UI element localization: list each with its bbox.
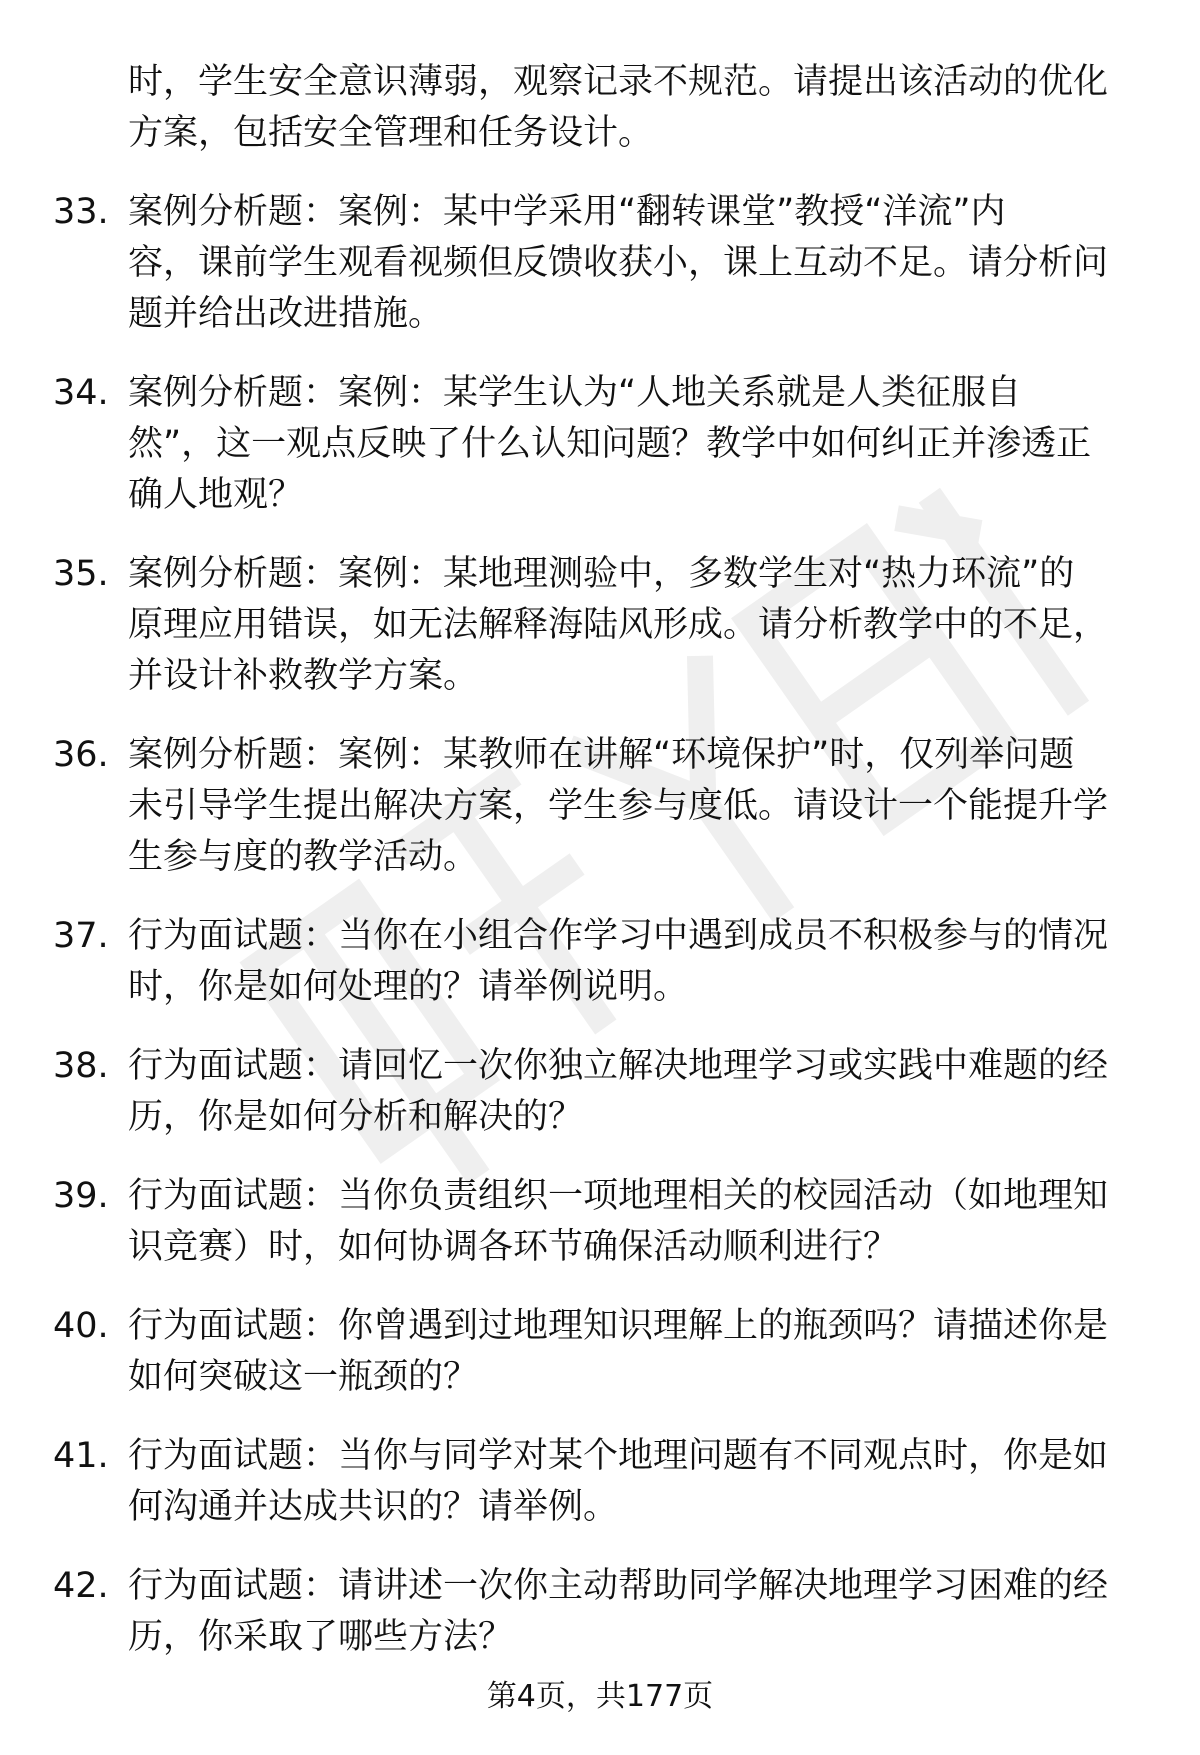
question-text-line: 行为面试题：你曾遇到过地理知识理解上的瓶颈吗？请描述你是 [128,1306,1109,1346]
question-number: 33. [53,192,109,232]
question-text-line: 生参与度的教学活动。 [128,837,479,877]
question-text-line: 历，你是如何分析和解决的？ [128,1097,584,1137]
question-text-line: 行为面试题：当你负责组织一项地理相关的校园活动（如地理知 [128,1176,1109,1216]
question-number: 37. [53,916,109,956]
question-number: 35. [53,554,109,594]
question-number: 41. [53,1436,109,1476]
question-text-line: 并设计补救教学方案。 [128,656,479,696]
question-text-line: 历，你采取了哪些方法？ [128,1617,514,1657]
question-text-line: 时，你是如何处理的？请举例说明。 [128,967,689,1007]
question-item [0,1041,1200,1143]
question-text-line: 容，课前学生观看视频但反馈收获小，课上互动不足。请分析问 [128,243,1109,283]
question-number: 36. [53,735,109,775]
question-text-line: 如何突破这一瓶颈的？ [128,1357,479,1397]
question-text-line: 行为面试题：请回忆一次你独立解决地理学习或实践中难题的经 [128,1046,1109,1086]
question-text-line: 案例分析题：案例：某地理测验中，多数学生对“热力环流”的 [128,554,1075,594]
question-number: 34. [53,373,109,413]
question-item [0,911,1200,1013]
question-text-line: 题并给出改进措施。 [128,294,444,334]
document-body [0,57,1200,1663]
question-item [0,549,1200,702]
question-item [0,730,1200,883]
question-text-line: 然”，这一观点反映了什么认知问题？教学中如何纠正并渗透正 [128,424,1092,464]
page-number: 第4页，共177页 [486,1679,714,1714]
question-number: 40. [53,1306,109,1346]
question-text-line: 未引导学生提出解决方案，学生参与度低。请设计一个能提升学 [128,786,1109,826]
question-item [0,1431,1200,1533]
question-number: 38. [53,1046,109,1086]
question-text-line: 案例分析题：案例：某学生认为“人地关系就是人类征服自 [128,373,1022,413]
question-number: 39. [53,1176,109,1216]
question-text-line: 识竞赛）时，如何协调各环节确保活动顺利进行？ [128,1227,899,1267]
question-item [0,1301,1200,1403]
question-continuation [0,57,1200,159]
question-text-line: 原理应用错误，如无法解释海陆风形成。请分析教学中的不足， [128,605,1109,645]
question-text-line: 方案，包括安全管理和任务设计。 [128,113,654,153]
question-text-line: 行为面试题：请讲述一次你主动帮助同学解决地理学习困难的经 [128,1566,1109,1606]
question-item [0,187,1200,340]
question-text-line: 行为面试题：当你在小组合作学习中遇到成员不积极参与的情况 [128,916,1109,956]
question-text-line: 案例分析题：案例：某教师在讲解“环境保护”时，仅列举问题 [128,735,1075,775]
question-text-line: 行为面试题：当你与同学对某个地理问题有不同观点时，你是如 [128,1436,1109,1476]
question-item [0,1171,1200,1273]
question-text-line: 确人地观？ [128,475,304,515]
question-number: 42. [53,1566,109,1606]
question-text-line: 时，学生安全意识薄弱，观察记录不规范。请提出该活动的优化 [128,62,1109,102]
question-item [0,1561,1200,1663]
question-text-line: 何沟通并达成共识的？请举例。 [128,1487,619,1527]
question-text-line: 案例分析题：案例：某中学采用“翻转课堂”教授“洋流”内 [128,192,1006,232]
question-item [0,368,1200,521]
